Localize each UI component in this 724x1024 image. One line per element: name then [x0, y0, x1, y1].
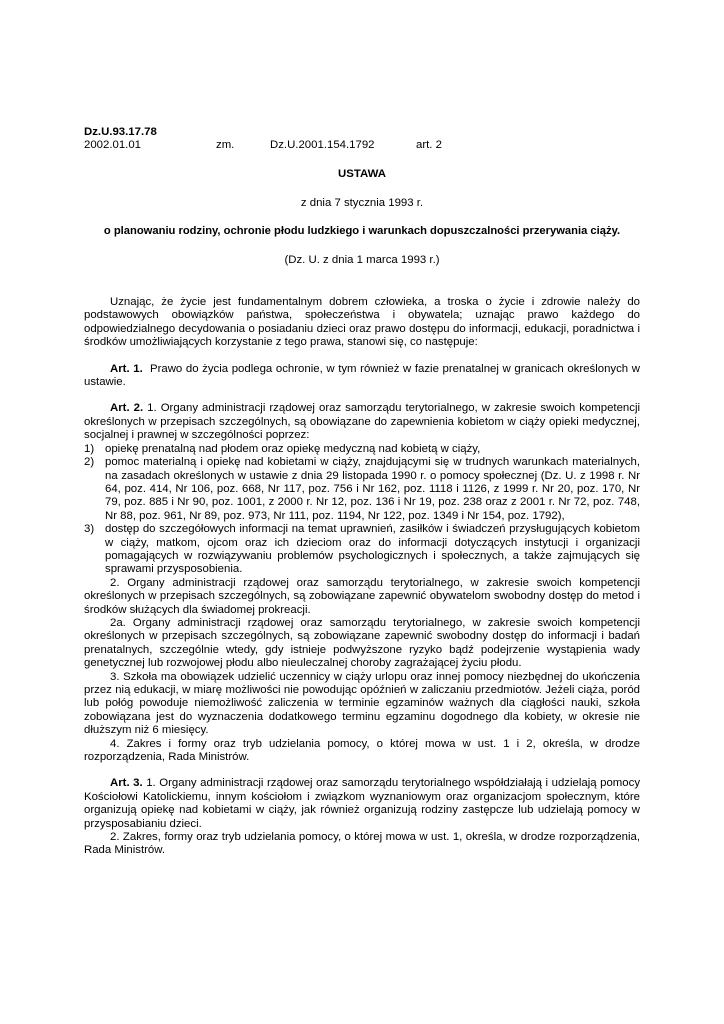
article-2-points-list [84, 443, 640, 577]
document-date: z dnia 7 stycznia 1993 r. [300, 196, 424, 209]
article-2 [84, 402, 640, 764]
article-3-par2: 2. Zakres, formy oraz tryb udzielania pomocy, o której mowa w ust. 1, określa, w drodze rozporządzenia, Rada Ministrów. [84, 831, 640, 857]
amendment-date: 2002.01.01 [84, 139, 142, 152]
preamble: Uznając, że życie jest fundamentalnym dobrem człowieka, a troska o życie i zdrowie należy do podstawowych obowiązków państwa, społeczeństwa i obywatela; uznając prawo każdego do odpowiedzialnego decydowania o posiadaniu dzieci oraz prawo dostępu do informacji, edukacji, poradnictwa i środków umożliwiających korzystanie z tego prawa, stanowi się, co następuje: [84, 296, 640, 349]
article-2-par2: 2. Organy administracji rządowej oraz samorządu terytorialnego, w zakresie swoich kompetencji określonych w przepisach szczególnych, są zobowiązane zapewnić obywatelom swobodny dostęp do metod i środków służących dla świadomej prokreacji. [84, 576, 640, 616]
amendment-reference: Dz.U.2001.154.1792 [270, 139, 375, 152]
article-2-par1-intro: 1. Organy administracji rządowej oraz samorządu terytorialnego, w zakresie swoich kompetencji określonych w przepisach szczególnych, są obowiązane do zapewnienia kobietom w ciąży opieki medycznej, socjalnej i prawnej w szczególności poprzez: [84, 402, 641, 442]
list-item: 3) dostęp do szczegółowych informacji na temat uprawnień, zasiłków i świadczeń przysługujących kobietom w ciąży, matkom, ojcom oraz ich dzieciom oraz do informacji dotyczących instytucji i organizacji pomagających w rozwiązywaniu problemów psychologicznych i społecznych, a także zajmujących się sprawami przysposobienia. [84, 523, 640, 576]
article-3-par1: 1. Organy administracji rządowej oraz samorządu terytorialnego współdziałają i udzielają pomocy Kościołowi Katolickiemu, innym kościołom i związkom wyznaniowym oraz organizacjom społecznym, które organizują opiekę nad kobietami w ciąży, jak również organizują rodziny zastępcze lub udzielają pomocy w przysposabianiu dzieci. [84, 777, 641, 830]
article-3-label: Art. 3. [110, 777, 143, 790]
list-item: 2) pomoc materialną i opiekę nad kobietami w ciąży, znajdującymi się w trudnych warunkach materialnych, na zasadach określonych w ustawie z dnia 29 listopada 1990 r. o pomocy społecznej (Dz. U. z 1998 r. Nr 64, poz. 414, Nr 106, poz. 668, Nr 117, poz. 756 i Nr 162, poz. 1118 i 1126, z 1999 r. Nr 20, poz. 170, Nr 79, poz. 885 i Nr 90, poz. 1001, z 2000 r. Nr 12, poz. 136 i Nr 19, poz. 238 oraz z 2001 r. Nr 72, poz. 748, Nr 88, poz. 961, Nr 89, poz. 973, Nr 111, poz. 1194, Nr 122, poz. 1349 i Nr 154, poz. 1792), [84, 456, 640, 522]
article-1-text: Prawo do życia podlega ochronie, w tym również w fazie prenatalnej w granicach określonych w ustawie. [84, 362, 640, 389]
document-title: USTAWA [338, 168, 386, 181]
document-subtitle: o planowaniu rodziny, ochronie płodu ludzkiego i warunkach dopuszczalności przerywania ciąży. [103, 225, 621, 238]
amendment-row [84, 139, 640, 153]
publication-note: (Dz. U. z dnia 1 marca 1993 r.) [284, 253, 440, 266]
article-1-label: Art. 1. [110, 362, 143, 375]
article-1 [84, 363, 640, 390]
article-2-label: Art. 2. [110, 402, 144, 415]
amendment-article: art. 2 [416, 139, 442, 152]
document-page [84, 126, 640, 858]
article-2-par4: 4. Zakres i formy oraz tryb udzielania pomocy, o której mowa w ust. 1 i 2, określa, w drodze rozporządzenia, Rada Ministrów. [84, 737, 640, 764]
document-id: Dz.U.93.17.78 [84, 126, 157, 138]
list-item: 1) opiekę prenatalną nad płodem oraz opiekę medyczną nad kobietą w ciąży, [84, 442, 481, 455]
amendment-kind: zm. [216, 139, 235, 152]
article-3 [84, 777, 640, 857]
article-2-par2a: 2a. Organy administracji rządowej oraz samorządu terytorialnego, w zakresie swoich kompetencji określonych w przepisach szczególnych, są zobowiązane zapewnić swobodny dostęp do informacji i badań prenatalnych, szczególnie wtedy, gdy istnieje podwyższone ryzyko bądź podejrzenie wystąpienia wady genetycznej lub rozwojowej płodu albo nieuleczalnej choroby zagrażającej życiu płodu. [84, 616, 640, 670]
article-2-par3: 3. Szkoła ma obowiązek udzielić uczennicy w ciąży urlopu oraz innej pomocy niezbędnej do ukończenia przez nią edukacji, w miarę możliwości nie powodując opóźnień w zaliczaniu przedmiotów. Jeżeli ciąża, poród lub połóg powoduje niemożliwość zaliczenia w terminie egzaminów ważnych dla ciągłości nauki, szkoła zobowiązana jest do wyznaczenia dodatkowego terminu egzaminu dogodnego dla kobiety, w okresie nie dłuższym niż 6 miesięcy. [84, 670, 640, 737]
